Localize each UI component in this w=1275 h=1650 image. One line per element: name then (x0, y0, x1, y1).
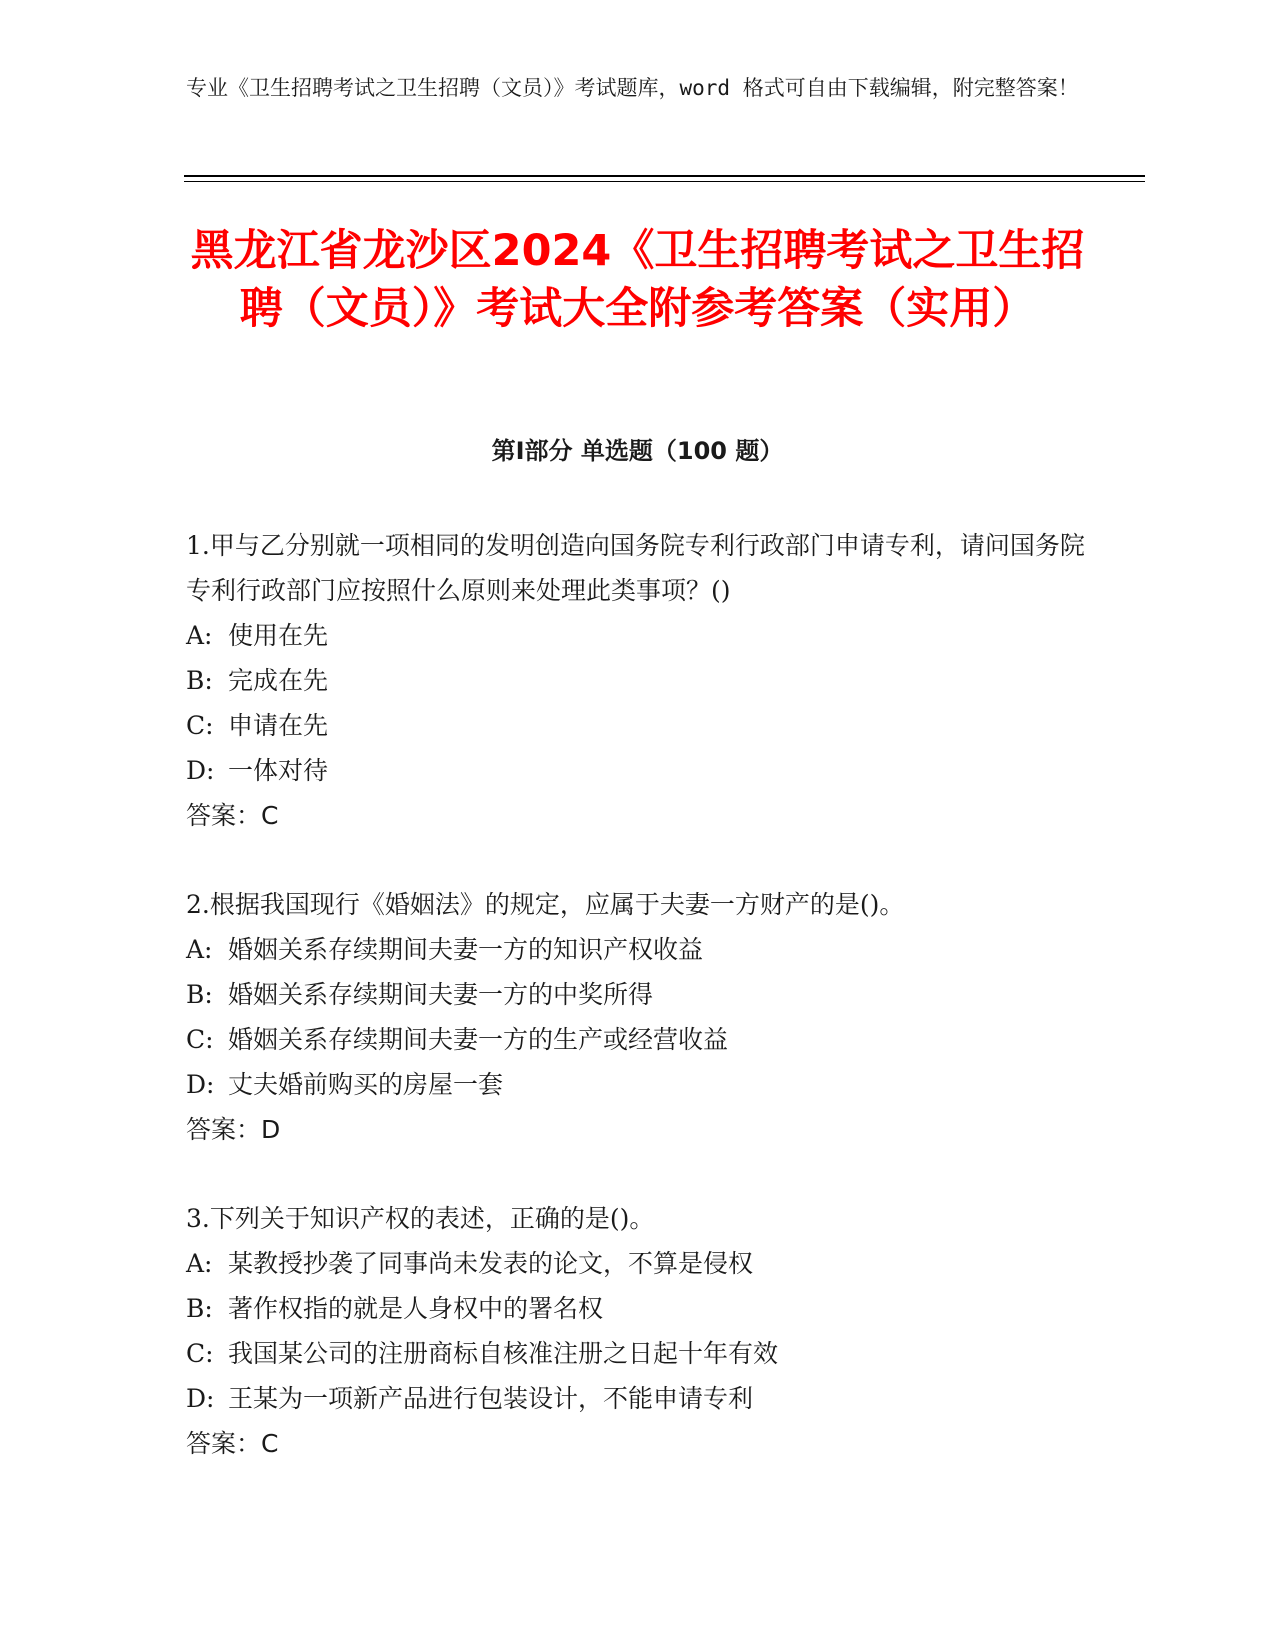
question-3 (186, 1196, 1086, 1466)
header-note: 专业《卫生招聘考试之卫生招聘（文员）》考试题库，word 格式可自由下载编辑，附完整答案！ (186, 76, 1079, 100)
option-key: A: (186, 621, 213, 650)
option-text: 某教授抄袭了同事尚未发表的论文，不算是侵权 (228, 1249, 754, 1278)
option-d (186, 1376, 1086, 1421)
option-key: B: (186, 666, 213, 695)
option-text: 王某为一项新产品进行包装设计，不能申请专利 (228, 1384, 754, 1413)
option-text: 一体对待 (228, 756, 329, 785)
section-title: 第Ⅰ部分 单选题（100 题） (491, 437, 784, 465)
question-list (186, 523, 1086, 1510)
option-key: B: (186, 980, 213, 1009)
question-stem: 3.下列关于知识产权的表述，正确的是()。 (186, 1204, 655, 1233)
answer-line: 答案：D (186, 1115, 281, 1144)
option-text: 使用在先 (228, 621, 329, 650)
option-key: A: (186, 935, 213, 964)
option-text: 完成在先 (228, 666, 329, 695)
option-a (186, 613, 1086, 658)
option-key: D: (186, 756, 215, 785)
header-divider-thin (184, 181, 1145, 182)
answer-line: 答案：C (186, 1429, 279, 1458)
option-key: C: (186, 1339, 214, 1368)
option-c (186, 1017, 1086, 1062)
option-b (186, 658, 1086, 703)
question-2 (186, 882, 1086, 1152)
option-text: 我国某公司的注册商标自核准注册之日起十年有效 (228, 1339, 779, 1368)
question-stem: 2.根据我国现行《婚姻法》的规定，应属于夫妻一方财产的是()。 (186, 890, 905, 919)
option-text: 婚姻关系存续期间夫妻一方的中奖所得 (228, 980, 654, 1009)
option-key: C: (186, 711, 214, 740)
option-key: A: (186, 1249, 213, 1278)
option-key: C: (186, 1025, 214, 1054)
option-text: 丈夫婚前购买的房屋一套 (228, 1070, 504, 1099)
option-text: 婚姻关系存续期间夫妻一方的知识产权收益 (228, 935, 704, 964)
option-c (186, 1331, 1086, 1376)
option-b (186, 1286, 1086, 1331)
option-text: 申请在先 (228, 711, 329, 740)
option-key: D: (186, 1384, 215, 1413)
answer-line: 答案：C (186, 801, 279, 830)
option-key: B: (186, 1294, 213, 1323)
option-key: D: (186, 1070, 215, 1099)
option-c (186, 703, 1086, 748)
option-d (186, 748, 1086, 793)
document-title: 黑龙江省龙沙区2024《卫生招聘考试之卫生招聘（文员）》考试大全附参考答案（实用） (190, 226, 1085, 334)
option-b (186, 972, 1086, 1017)
header-divider-thick (184, 175, 1145, 177)
option-text: 著作权指的就是人身权中的署名权 (228, 1294, 604, 1323)
option-a (186, 927, 1086, 972)
question-stem: 1.甲与乙分别就一项相同的发明创造向国务院专利行政部门申请专利，请问国务院专利行政部门应按照什么原则来处理此类事项？() (186, 531, 1085, 605)
option-d (186, 1062, 1086, 1107)
option-a (186, 1241, 1086, 1286)
option-text: 婚姻关系存续期间夫妻一方的生产或经营收益 (228, 1025, 729, 1054)
question-1 (186, 523, 1086, 838)
